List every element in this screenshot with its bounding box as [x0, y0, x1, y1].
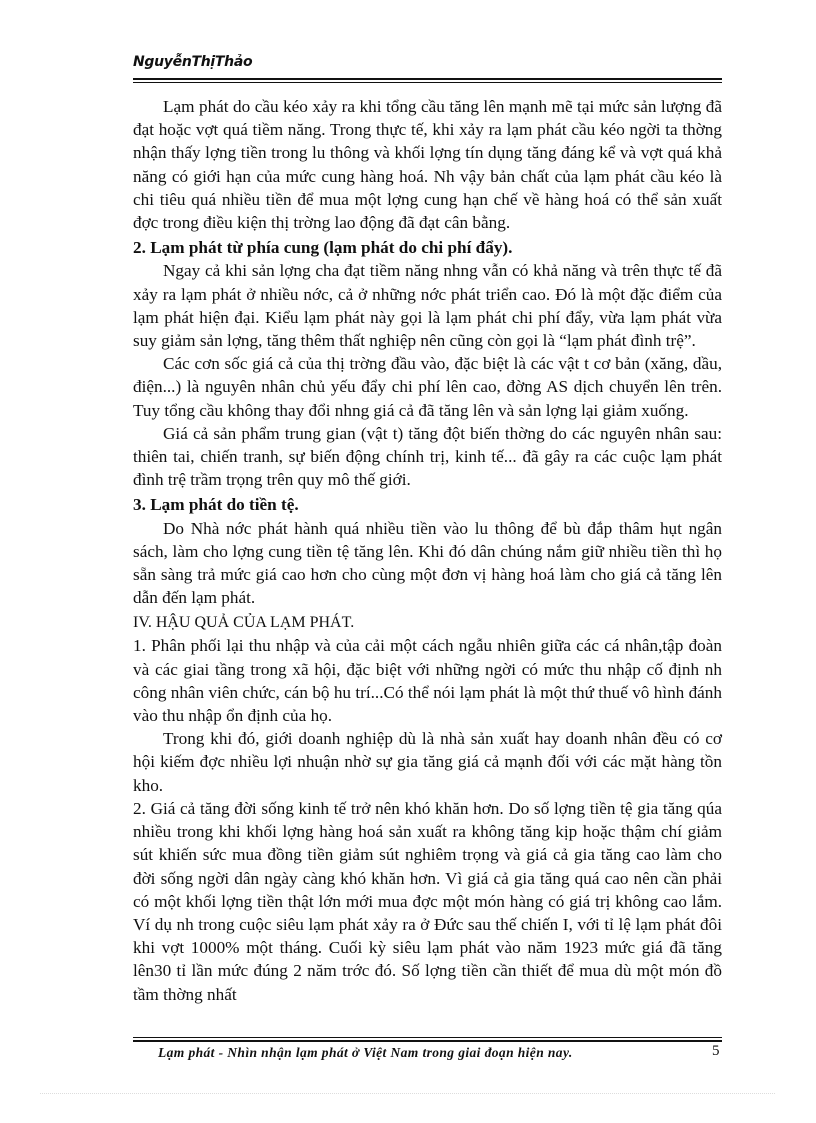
header-rule-top: [133, 78, 722, 80]
heading-cost-push: 2. Lạm phát từ phía cung (lạm phát do chi phí đẩy).: [133, 238, 513, 258]
header-author: NguyễnThịThảo: [133, 54, 253, 70]
heading-consequences: IV. HẬU QUẢ CỦA LẠM PHÁT.: [133, 614, 355, 632]
paragraph-price-shocks: Các cơn sốc giá cả của thị trờng đầu vào, đặc biệt là các vật t cơ bản (xăng, dầu, điện...) là nguyên nhân chủ yếu đẩy chi phí lên cao, đờng AS dịch chuyển lên trên. Tuy tổng cầu không thay đổi nhng giá cả đã tăng lên và sản lợng lại giảm xuống.: [133, 354, 722, 420]
footer-rule-bottom: [133, 1040, 722, 1042]
paragraph-businesses: Trong khi đó, giới doanh nghiệp dù là nhà sản xuất hay doanh nhân đều có cơ hội kiếm đợc nhiều lợi nhuận nhờ sự gia tăng giá cả mạnh đối với các mặt hàng tồn kho.: [133, 729, 722, 795]
heading-monetary: 3. Lạm phát do tiền tệ.: [133, 495, 299, 515]
paragraph-consequence-2: 2. Giá cả tăng đời sống kinh tế trở nên khó khăn hơn. Do số lợng tiền tệ gia tăng qúa nhiều trong khi khối lợng hàng hoá sản xuất ra không tăng kịp hoặc thậm chí giảm sút khiến sức mua đồng tiền giảm sút nghiêm trọng và giá cả gia tăng cao làm cho đời sống ngời dân ngày càng khó khăn hơn. Vì giá cả gia tăng quá cao nên cần phải có một khối lợng tiền thật lớn mới mua đợc một món hàng có giá trị không cao lắm. Ví dụ nh trong cuộc siêu lạm phát xảy ra ở Đức sau thế chiến I, với tỉ lệ lạm phát đôi khi vợt 1000% một tháng. Cuối kỳ siêu lạm phát vào năm 1923 mức giá đã tăng lên30 tỉ lần mức đúng 2 năm trớc đó. Số lợng tiền cần thiết để mua dù một món đồ tầm thờng nhất: [133, 798, 722, 1004]
paragraph-demand-pull: Lạm phát do cầu kéo xảy ra khi tổng cầu tăng lên mạnh mẽ tại mức sản lượng đã đạt hoặc vợt quá tiềm năng. Trong thực tế, khi xảy ra lạm phát cầu kéo ngời ta thờng nhận thấy lợng tiền trong lu thông và khối lợng tín dụng tăng đáng kể và vợt quá khả năng có giới hạn của mức cung hàng hoá. Nh vậy bản chất của lạm phát cầu kéo là chi tiêu quá nhiều tiền để mua một lợng cung hạn chế về hàng hoá có thể sản xuất đợc trong điều kiện thị trờng lao động đã đạt cân bằng.: [133, 97, 722, 233]
page-edge-dots: [40, 1093, 775, 1094]
page-number: 5: [712, 1043, 720, 1059]
document-body: [133, 95, 722, 1006]
header-rule-bottom: [133, 82, 722, 83]
paragraph-cost-push-intro: Ngay cả khi sản lợng cha đạt tiềm năng nhng vẫn có khả năng và trên thực tế đã xảy ra lạm phát ở nhiều nớc, cả ở những nớc phát triển cao. Đó là một đặc điểm của lạm phát hiện đại. Kiểu lạm phát này gọi là lạm phát chi phí đẩy, vừa lạm phát vừa suy giảm sản lợng, tăng thêm thất nghiệp nên cũng còn gọi là “lạm phát đình trệ”.: [133, 261, 722, 351]
paragraph-monetary: Do Nhà nớc phát hành quá nhiều tiền vào lu thông để bù đắp thâm hụt ngân sách, làm cho lợng cung tiền tệ tăng lên. Khi đó dân chúng nắm giữ nhiều tiền thì họ sẵn sàng trả mức giá cao hơn cho cùng một đơn vị hàng hoá làm cho giá cả tăng lên dẫn đến lạm phát.: [133, 518, 722, 608]
paragraph-consequence-1: 1. Phân phối lại thu nhập và của cải một cách ngẫu nhiên giữa các cá nhân,tập đoàn và các giai tầng trong xã hội, đặc biệt với những ngời có mức thu nhập cố định nh công nhân viên chức, cán bộ hu trí...Có thể nói lạm phát là một thứ thuế vô hình đánh vào thu nhập ổn định của họ.: [133, 636, 722, 726]
footer-rule-top: [133, 1037, 722, 1038]
paragraph-intermediate-goods: Giá cả sản phẩm trung gian (vật t) tăng đột biến thờng do các nguyên nhân sau: thiên tai, chiến tranh, sự biến động chính trị, kinh tế... đã gây ra các cuộc lạm phát đình trệ trầm trọng trên quy mô thế giới.: [133, 423, 722, 490]
footer-title: Lạm phát - Nhìn nhận lạm phát ở Việt Nam trong giai đoạn hiện nay.: [158, 1045, 573, 1060]
